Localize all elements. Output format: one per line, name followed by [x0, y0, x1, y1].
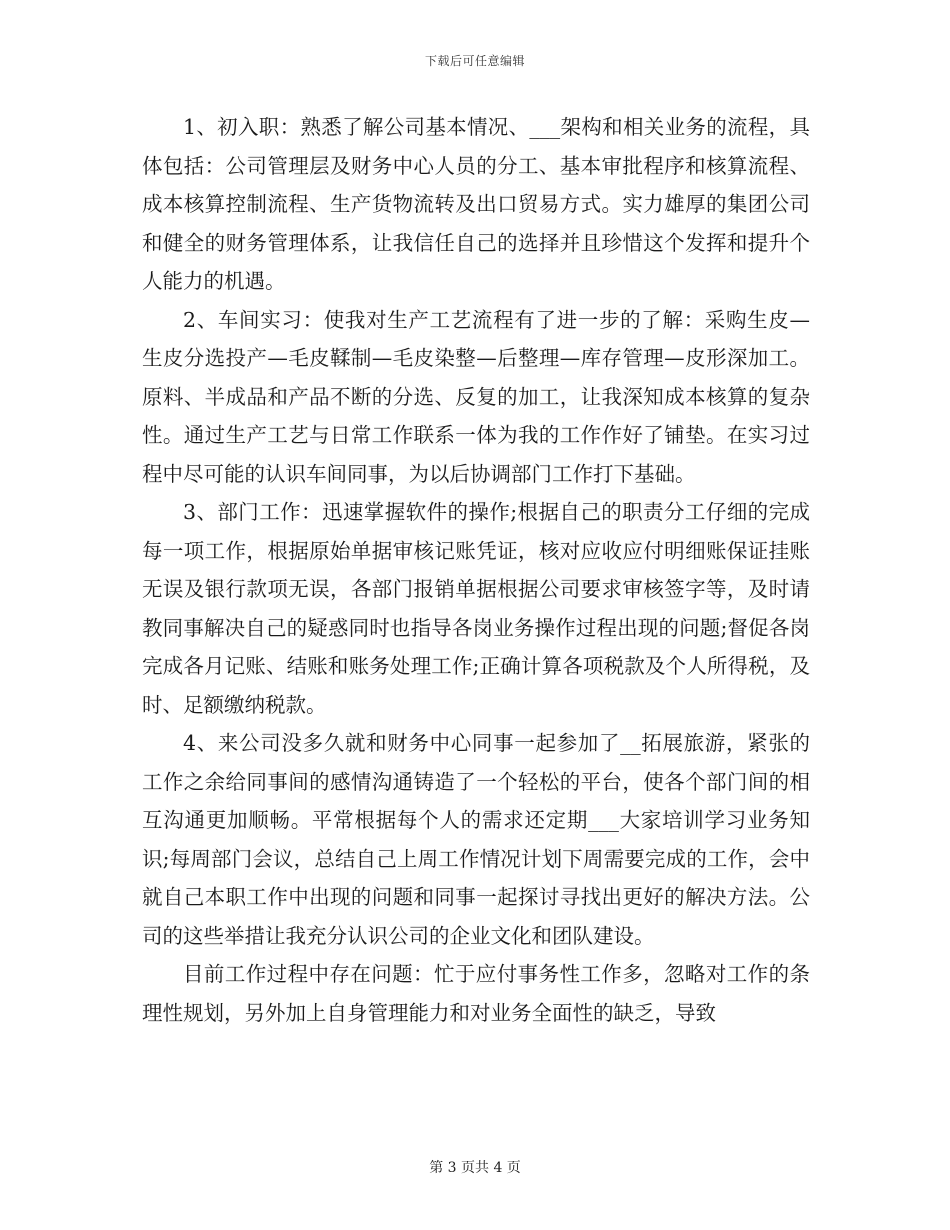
paragraph-3: 3、部门工作：迅速掌握软件的操作;根据自己的职责分工仔细的完成每一项工作，根据原始单据审核记账凭证，核对应收应付明细账保证挂账无误及银行款项无误，各部门报销单据根据公司要求审核签字等，及时请教同事解决自己的疑惑同时也指导各岗业务操作过程出现的问题;督促各岗完成各月记账、结账和账务处理工作;正确计算各项税款及个人所得税，及时、足额缴纳税款。: [142, 500, 810, 717]
document-body: [142, 108, 810, 1032]
paragraph-1: 1、初入职：熟悉了解公司基本情况、___架构和相关业务的流程，具体包括：公司管理层及财务中心人员的分工、基本审批程序和核算流程、成本核算控制流程、生产货物流转及出口贸易方式。实力雄厚的集团公司和健全的财务管理体系，让我信任自己的选择并且珍惜这个发挥和提升个人能力的机遇。: [142, 115, 810, 293]
page-header: 下载后可任意编辑: [424, 54, 525, 68]
page-footer: 第 3 页共 4 页: [429, 1160, 521, 1176]
paragraph-5: 目前工作过程中存在问题：忙于应付事务性工作多，忽略对工作的条理性规划，另外加上自身管理能力和对业务全面性的缺乏，导致: [142, 962, 810, 1025]
paragraph-2: 2、车间实习：使我对生产工艺流程有了进一步的了解：采购生皮—生皮分选投产—毛皮鞣制—毛皮染整—后整理—库存管理—皮形深加工。原料、半成品和产品不断的分选、反复的加工，让我深知成本核算的复杂性。通过生产工艺与日常工作联系一体为我的工作作好了铺垫。在实习过程中尽可能的认识车间同事，为以后协调部门工作打下基础。: [142, 307, 810, 486]
paragraph-4: 4、来公司没多久就和财务中心同事一起参加了__拓展旅游，紧张的工作之余给同事间的感情沟通铸造了一个轻松的平台，使各个部门间的相互沟通更加顺畅。平常根据每个人的需求还定期___大家培训学习业务知识;每周部门会议，总结自己上周工作情况计划下周需要完成的工作，会中就自己本职工作中出现的问题和同事一起探讨寻找出更好的解决方法。公司的这些举措让我充分认识公司的企业文化和团队建设。: [142, 731, 810, 948]
